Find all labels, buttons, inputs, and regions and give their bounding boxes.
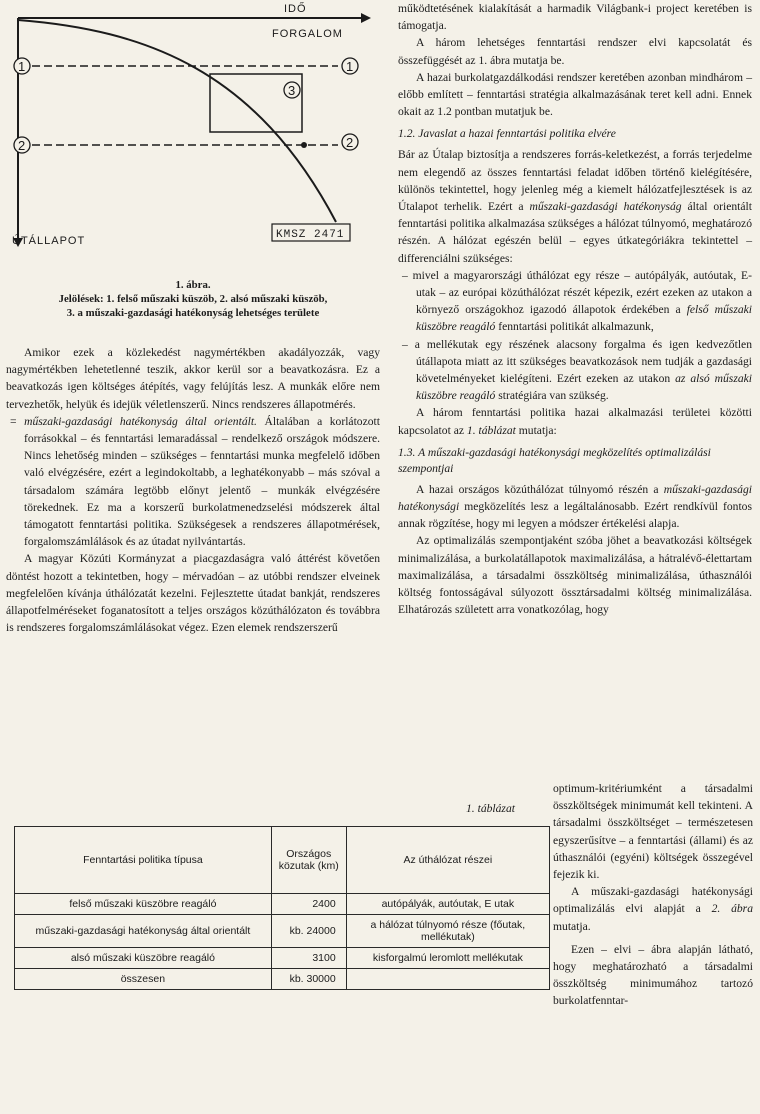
right-paragraph-8: A műszaki-gazdasági hatékonysági optimalizálás elvi alapját a 2. ábra mutatja.	[553, 885, 753, 933]
section-heading-1-3: 1.3. A műszaki-gazdasági hatékonysági megközelítés optimalizálási szempontjai	[398, 445, 711, 475]
right-paragraph-2: A hazai burkolatgazdálkodási rendszer keretében azonban mindhárom – előbb említett – fenntartási stratégia alkalmazásának teret kell adni. Ennek okait az 1.2 pontban mutatjuk be.	[398, 70, 752, 119]
table-cell: alsó műszaki küszöbre reagáló	[15, 948, 272, 969]
right-bottom-column	[553, 780, 753, 1010]
table-cell: összesen	[15, 969, 272, 990]
table-row	[15, 894, 550, 915]
left-bullet-efficiency	[6, 413, 380, 551]
marker-2-right: 2	[346, 135, 354, 150]
table-cell	[346, 969, 549, 990]
marker-1-left: 1	[18, 59, 26, 74]
table-title: 1. táblázat	[466, 802, 515, 815]
section-heading-1-2: 1.2. Javaslat a hazai fenntartási politika elvére	[398, 127, 616, 141]
right-paragraph-9: Ezen – elvi – ábra alapján látható, hogy meghatározható a társadalmi összköltség minimumához tartozó burkolatfenntar-	[553, 942, 753, 1008]
lower-threshold-intersection	[301, 142, 307, 148]
left-column	[6, 0, 380, 636]
right-paragraph-1: A három lehetséges fenntartási rendszer elvi kapcsolatát és összefüggését az 1. ábra mutatja be.	[398, 36, 752, 67]
marker-2-left: 2	[18, 138, 26, 153]
table-cell: kisforgalmú leromlott mellékutak	[346, 948, 549, 969]
table-cell: kb. 24000	[271, 915, 346, 948]
axis-label-traffic: FORGALOM	[272, 28, 343, 40]
figure-caption-line-2: 3. a műszaki-gazdasági hatékonyság lehetséges területe	[66, 307, 320, 319]
condition-curve	[18, 20, 336, 222]
right-paragraph-5: A hazai országos közúthálózat túlnyomó részén a műszaki-gazdasági hatékonysági megközelítés lesz a legáltalánosabb. Ezért rendkívül fontos annak rögzítése, hogy mi legyen a módszer értékelési alapja.	[398, 482, 752, 531]
right-paragraph-6: Az optimalizálás szempontjaként szóba jöhet a beavatkozási költségek minimalizálása, a burkolatállapotok maximalizálása, a hátralévő-élettartam maximalizálása, a társadalmi összköltség minimalizálása, úthasználói költség fontosságával súlyozott össztársadalmi költség minimalizálása. Elhatározás született arra vonatkozólag, hogy	[398, 534, 752, 617]
table-cell: a hálózat túlnyomó része (főutak, mellékutak)	[346, 915, 549, 948]
table-cell: műszaki-gazdasági hatékonyság által orientált	[15, 915, 272, 948]
figure-stamp: KMSZ 2471	[276, 229, 345, 241]
right-paragraph-0: működtetésének kialakítását a harmadik Világbank-i project keretében is támogatja.	[398, 2, 752, 33]
axis-label-road-condition: ÚTÁLLAPOT	[12, 235, 86, 247]
table-header-policy: Fenntartási politika típusa	[15, 827, 272, 894]
table-row	[15, 969, 550, 990]
axis-label-time: IDŐ	[284, 3, 307, 15]
right-list-item-2: – a mellékutak egy részének alacsony forgalma és igen kedvezőtlen útállapota miatt az itt szükséges beavatkozások nem tudják a gazdasági követelményeket kielégíteni. Ezért ezeken az utakon az alsó műszaki küszöbre reagáló stratégiára van szükség.	[402, 337, 752, 403]
table-row	[15, 915, 550, 948]
bullet-text: műszaki-gazdasági hatékonyság által orientált. Általában a korlátozott forrásokkal – és fenntartási lemaradással – rendelkező országok módszere. Nincs lehetőség minden – szükséges – fenntartási munka megfelelő időben való elvégzésére, ezért a legindokoltabb, a leghatékonyabb – más szóval a társadalom számára legtöbb előnyt jelentő – munkák elvégzésére törekednek. Ez ma a korszerű burkolatmenedzselési módszerek által támogatott fenntartási politika. Szükségesek a rendszeres állapotmérések, forgalomszámlálások és az útadat nyilvántartás.	[24, 414, 380, 549]
table-header-network: Az úthálózat részei	[346, 827, 549, 894]
marker-1-right: 1	[346, 59, 354, 74]
figure-caption-title: 1. ábra.	[175, 279, 211, 291]
right-column	[398, 0, 752, 619]
right-paragraph-7: optimum-kritériumként a társadalmi összköltségek minimumát kell tekinteni. A társadalmi összköltséget – természetesen egyszerűsítve – a fenntartási (állami) és az úthasználói (egyéni) költségek összegével fejezik ki.	[553, 782, 753, 882]
table-cell: kb. 30000	[271, 969, 346, 990]
policy-table	[14, 826, 550, 990]
table-cell: felső műszaki küszöbre reagáló	[15, 894, 272, 915]
table-header-row	[15, 827, 550, 894]
right-paragraph-4: A három fenntartási politika hazai alkalmazási területei közötti kapcsolatot az 1. táblázat mutatja:	[398, 406, 752, 437]
figure-1-diagram	[6, 0, 380, 248]
x-axis-arrow	[361, 13, 371, 23]
figure-caption	[6, 278, 380, 320]
left-paragraph-1: Amikor ezek a közlekedést nagymértékben akadályozzák, vagy nagymértékben lehetetlenné teszik, akkor kerül sor a beavatkozásra. Ez a beavatkozás igen költséges átépítés, vagy felújítás lesz. A munkák előre nem tervezhetők, helyük és idejük véletlenszerű. Nincs rendszeres állapotmérés.	[6, 346, 380, 411]
right-paragraph-3: Bár az Útalap biztosítja a rendszeres forrás-keletkezést, a forrás terjedelme nem elegendő az összes fenntartási feladat időben történő kielégítésére, különös tekintettel, hogy jelenleg még a kiemelt hálózatfejlesztések is az Útalapot terhelik. Ezért a műszaki-gazdasági hatékonyság által orientált fenntartási politika alkalmazása szükséges a hálózat túlnyomó, meghatározó részén. A hálózat egészén belül – egyes útkategóriákra tekintettel – differenciálni szükséges:	[398, 148, 752, 265]
table-header-km: Országos közutak (km)	[271, 827, 346, 894]
right-list-item-1: – mivel a magyarországi úthálózat egy része – autópályák, autóutak, E-utak – az európai közúthálózat részét képezik, ezért ezeken az utakon a környező országokhoz igazodó állapotok érdekében a felső műszaki küszöbre reagáló fenntartási politikát alkalmazunk,	[402, 268, 752, 334]
table-cell: autópályák, autóutak, E utak	[346, 894, 549, 915]
figure-caption-line-1: Jelölések: 1. felső műszaki küszöb, 2. alsó műszaki küszöb,	[58, 293, 328, 305]
left-paragraph-2: A magyar Közúti Kormányzat a piacgazdaságra való áttérést követően döntést hozott a tekintetben, hogy – mérvadóan – az utóbbi rendszer elveinek megfelelően kívánja úthálózatát kezelni. Fejlesztette útadat bankját, rendszeres állapotfelméréseket foganatosított a teljes országos közúthálózaton és továbbra is rendszeres forgalomszámlálásokat végez. Ezen elemek rendszerszerű	[6, 552, 380, 635]
table-cell: 2400	[271, 894, 346, 915]
marker-3: 3	[288, 83, 296, 98]
table-row	[15, 948, 550, 969]
bullet-marker: =	[10, 414, 17, 428]
table-cell: 3100	[271, 948, 346, 969]
